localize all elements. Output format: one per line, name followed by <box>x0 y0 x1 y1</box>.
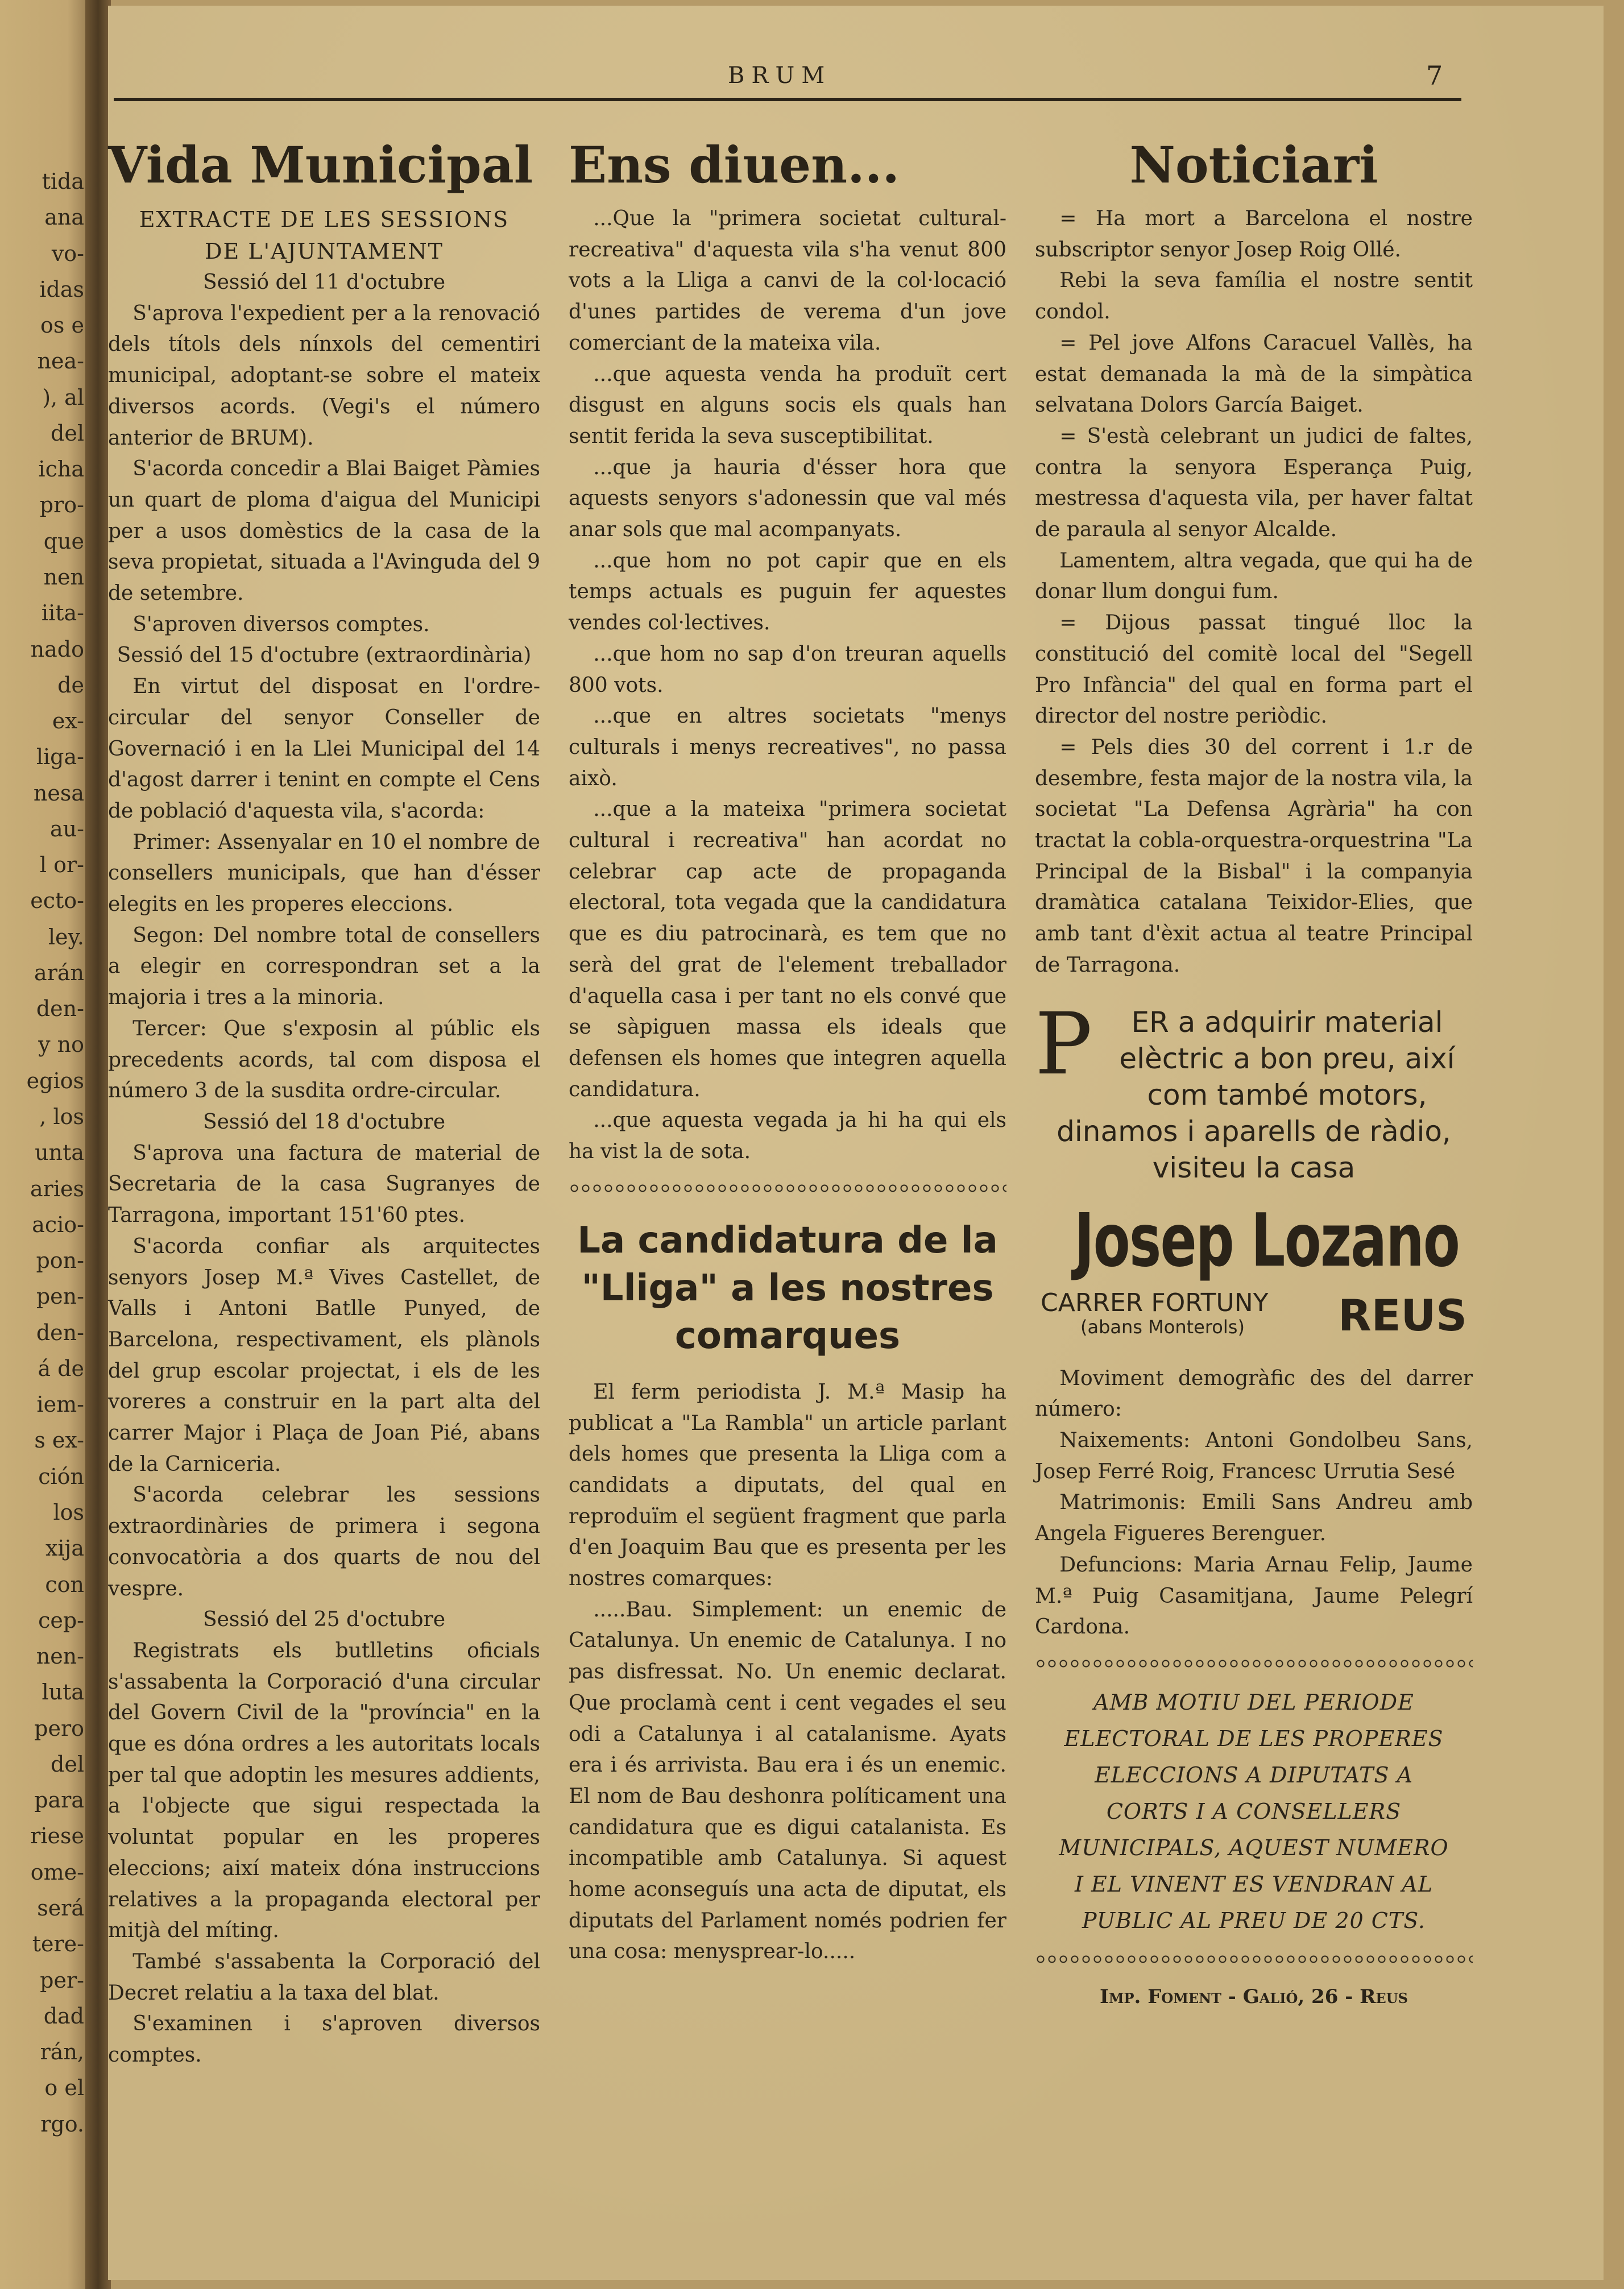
news-item: = Pels dies 30 del corrent i 1.r de desembre, festa major de la nostra vila, la societat "La Defensa Agrària" ha con tractat la cobla-orquestra-orquestrina "La Principal de la Bisbal" i la companyia dramàtica catalana Teixidor-Elies, que amb tant d'èxit actua al teatre Principal de Tarragona. <box>1035 735 1473 977</box>
margin-fragment: ana <box>44 205 84 230</box>
margin-fragment: ley. <box>48 924 84 949</box>
column-ens-diuen <box>569 136 1006 1968</box>
ad-city: REUS <box>1338 1289 1467 1341</box>
margin-fragment: para <box>34 1788 84 1813</box>
margin-fragment: nesa <box>33 780 84 806</box>
news-item: = S'està celebrant un judici de faltes, contra la senyora Esperança Puig, mestressa d'aquesta vila, per haver faltat de paraula al senyor Alcalde. <box>1035 424 1473 542</box>
subhead-ajuntament: DE L'AJUNTAMENT <box>205 239 444 264</box>
ad-business-name: Josep Lozano <box>1074 1198 1460 1283</box>
margin-fragment: per- <box>40 1967 84 1993</box>
margin-fragment: ecto- <box>30 888 84 914</box>
paragraph: Segon: Del nombre total de consellers a elegir en correspondran set a la majoria i tres a la minoria. <box>108 923 540 1010</box>
paragraph: ...que aquesta venda ha produït cert disgust en alguns socis els quals han sentit ferida la seva susceptibilitat. <box>569 362 1006 448</box>
margin-fragment: ción <box>38 1463 84 1489</box>
margin-fragment: rán, <box>40 2039 84 2065</box>
paragraph: ...que aquesta vegada ja hi ha qui els ha vist la de sota. <box>569 1109 1006 1164</box>
margin-fragment: riese <box>30 1823 84 1849</box>
news-item: Rebi la seva família el nostre sentit condol. <box>1035 269 1473 324</box>
margin-fragment: den- <box>36 996 84 1022</box>
margin-fragment: den- <box>36 1320 84 1345</box>
margin-fragment: idas <box>39 276 84 302</box>
ornamental-divider <box>569 1183 1006 1194</box>
headline-vida-municipal: Vida Municipal <box>108 135 533 194</box>
margin-fragment: , los <box>39 1104 84 1130</box>
margin-fragment: pen- <box>36 1284 84 1309</box>
ad-text: ER a adquirir material elèctric a bon preu, així com també motors, dinamos i aparells de ràdio, visiteu la casa <box>1057 1005 1455 1184</box>
subhead-extracte: EXTRACTE DE LES SESSIONS <box>139 207 509 232</box>
headline-candidatura: La candidatura de la "Lliga" a les nostres comarques <box>577 1219 998 1357</box>
margin-fragment: los <box>53 1499 84 1525</box>
margin-fragment: luta <box>42 1680 84 1705</box>
margin-fragment: ), al <box>42 384 84 410</box>
advertisement-lozano <box>1035 994 1473 1341</box>
margin-fragment: cep- <box>38 1607 84 1633</box>
demographic-births: Naixements: Antoni Gondolbeu Sans, Josep Ferré Roig, Francesc Urrutia Sesé <box>1035 1428 1473 1483</box>
demographic-marriages: Matrimonis: Emili Sans Andreu amb Angela Figueres Berenguer. <box>1035 1491 1473 1546</box>
margin-fragment: de <box>57 672 84 698</box>
margin-fragment: icha <box>38 457 84 482</box>
ad-street: CARRER FORTUNY <box>1041 1288 1269 1317</box>
ad-formerly: (abans Monterols) <box>1080 1316 1245 1338</box>
previous-page-edge <box>0 0 97 2289</box>
margin-fragment: unta <box>35 1140 84 1166</box>
headline-ens-diuen: Ens diuen... <box>569 135 900 194</box>
margin-fragment: nea- <box>37 349 84 374</box>
margin-fragment: nado <box>30 636 84 662</box>
headline-noticiari: Noticiari <box>1129 135 1378 194</box>
column-vida-municipal <box>108 136 540 2071</box>
session-heading: Sessió del 15 d'octubre (extraordinària) <box>117 644 532 667</box>
margin-fragment: nen- <box>36 1644 84 1669</box>
margin-fragment: tere- <box>32 1931 84 1957</box>
margin-fragment: os e <box>40 313 84 338</box>
election-notice: AMB MOTIU DEL PERIODE ELECTORAL DE LES PROPERES ELECCIONS A DIPUTATS A CORTS I A CONSELLERS MUNICIPALS, AQUEST NUMERO I EL VINENT ES VENDRAN AL PUBLIC AL PREU DE 20 CTS. <box>1059 1689 1449 1933</box>
margin-fragment: ome- <box>30 1859 84 1885</box>
paragraph: ...que hom no pot capir que en els temps actuals es puguin fer aquestes vendes col·lectives. <box>569 549 1006 635</box>
margin-fragment: iita- <box>41 600 84 626</box>
margin-fragment: pero <box>34 1715 84 1741</box>
margin-fragment: y no <box>38 1032 84 1058</box>
margin-fragment: dad <box>43 2003 84 2029</box>
ornamental-divider <box>1035 1658 1473 1669</box>
paragraph: ...Que la "primera societat cultural-recreativa" d'aquesta vila s'ha venut 800 vots a la Lliga a canvi de la col·locació d'unes partides de verema d'un jove comerciant de la mateixa vila. <box>569 207 1006 355</box>
news-item: = Dijous passat tingué lloc la constitució del comitè local del "Segell Pro Infància" del qual en forma part el director del nostre periòdic. <box>1035 611 1473 728</box>
paragraph: S'examinen i s'aproven diversos comptes. <box>108 2012 540 2067</box>
margin-fragment: del <box>51 420 84 446</box>
ad-copy <box>1035 994 1473 1186</box>
margin-fragment: acio- <box>32 1212 84 1237</box>
paragraph: També s'assabenta la Corporació del Decret relatiu a la taxa del blat. <box>108 1950 540 2005</box>
paragraph: Tercer: Que s'exposin al públic els precedents acords, tal com disposa el número 3 de la susdita ordre-circular. <box>108 1017 540 1103</box>
paragraph: S'acorda confiar als arquitectes senyors Josep M.ª Vives Castellet, de Valls i Antoni Batlle Punyed, de Barcelona, respectivament, els plànols del grup escolar projectat, i els de les voreres a construir en la part alta del carrer Major i Plaça de Joan Pié, abans de la Carniceria. <box>108 1234 540 1476</box>
margin-fragment: será <box>37 1895 84 1921</box>
printer-imprint: Imp. Foment - Galió, 26 - Reus <box>1100 1985 1408 2008</box>
margin-fragment: á de <box>38 1355 84 1381</box>
paragraph: ...que en altres societats "menys culturals i menys recreatives", no passa això. <box>569 704 1006 790</box>
header-rule <box>114 98 1461 101</box>
margin-fragment: con <box>45 1571 84 1597</box>
margin-fragment: l or- <box>39 852 84 878</box>
paragraph: S'aprova una factura de material de Secretaria de la casa Sugranyes de Tarragona, important 151'60 ptes. <box>108 1141 540 1228</box>
newspaper-page <box>108 6 1604 2280</box>
margin-fragment: o el <box>44 2075 84 2101</box>
margin-fragment: s ex- <box>34 1428 84 1453</box>
demographic-intro: Moviment demogràfic des del darrer número: <box>1035 1366 1473 1421</box>
news-item: Lamentem, altra vegada, que qui ha de donar llum dongui fum. <box>1035 549 1473 604</box>
margin-fragment: iem- <box>36 1392 84 1417</box>
margin-fragment: au- <box>50 816 84 841</box>
paragraph: S'acorda celebrar les sessions extraordinàries de primera i segona convocatòria a dos quarts de nou del vespre. <box>108 1483 540 1600</box>
paragraph: S'acorda concedir a Blai Baiget Pàmies un quart de ploma d'aigua del Municipi per a usos domèstics de la casa de la seva propietat, situada a l'Avinguda del 9 de setembre. <box>108 457 540 606</box>
paragraph: Primer: Assenyalar en 10 el nombre de consellers municipals, que han d'ésser elegits en les properes eleccions. <box>108 830 540 917</box>
margin-fragment: pon- <box>36 1248 84 1274</box>
demographic-deaths: Defuncions: Maria Arnau Felip, Jaume M.ª Puig Casamitjana, Jaume Pelegrí Cardona. <box>1035 1553 1473 1639</box>
page-number: 7 <box>1426 60 1443 91</box>
margin-fragment: aries <box>30 1176 84 1201</box>
margin-fragment: que <box>43 528 84 554</box>
margin-fragment: liga- <box>36 744 84 770</box>
margin-fragment: xija <box>45 1536 84 1561</box>
paragraph: ...que ja hauria d'ésser hora que aquests senyors s'adonessin que val més anar sols que mal acompanyats. <box>569 455 1006 542</box>
ad-drop-cap: P <box>1035 994 1092 1094</box>
masthead-title: BRUM <box>728 63 832 89</box>
paragraph: .....Bau. Simplement: un enemic de Catalunya. Un enemic de Catalunya. I no pas disfressat. No. Un enemic declarat. Que proclamà cent i cent vegades el seu odi a Catalunya i al catalanisme. Ayats era i és arrivista. Bau era i és un enemic. El nom de Bau deshonra políticament una candidatura que es digui catalanista. Es incompatible amb Catalunya. Si aquest home aconseguís una acta de diputat, els diputats del Parlament només podrien fer una cosa: menysprear-lo..... <box>569 1598 1006 1964</box>
session-heading: Sessió del 25 d'octubre <box>202 1608 446 1632</box>
news-item: = Pel jove Alfons Caracuel Vallès, ha estat demanada la mà de la simpàtica selvatana Dolors García Baiget. <box>1035 331 1473 417</box>
margin-fragment: del <box>51 1751 84 1777</box>
paragraph: S'aproven diversos comptes. <box>132 612 430 636</box>
margin-fragment: egios <box>26 1068 84 1093</box>
margin-fragment: pro- <box>39 492 84 518</box>
paragraph: S'aprova l'expedient per a la renovació dels títols dels nínxols del cementiri municipal, adoptant-se sobre el mateix diversos acords. (Vegi's el número anterior de BRUM). <box>108 301 540 450</box>
margin-fragment: arán <box>34 960 84 985</box>
paragraph: ...que hom no sap d'on treuran aquells 800 vots. <box>569 642 1006 697</box>
ornamental-divider <box>1035 1954 1473 1965</box>
margin-fragment: vo- <box>51 240 84 266</box>
paragraph: El ferm periodista J. M.ª Masip ha publicat a "La Rambla" un article parlant dels homes que presenta la Lliga com a candidats a diputats, del qual en reproduïm el següent fragment que parla d'en Joaquim Bau que es presenta per les nostres comarques: <box>569 1380 1006 1591</box>
news-item: = Ha mort a Barcelona el nostre subscriptor senyor Josep Roig Ollé. <box>1035 207 1473 262</box>
ad-address <box>1035 1289 1473 1341</box>
paragraph: ...que a la mateixa "primera societat cultural i recreativa" han acordat no celebrar cap acte de propaganda electoral, tota vegada que la candidatura que es diu patrocinarà, es tem que no serà del grat de l'element treballador d'aquella casa i per tant no els convé que se sàpiguen massa els ideals que defensen els homes que integren aquella candidatura. <box>569 798 1006 1101</box>
paragraph: En virtut del disposat en l'ordre-circular del senyor Conseller de Governació i en la Llei Municipal del 14 d'agost darrer i tenint en compte el Cens de població d'aquesta vila, s'acorda: <box>108 675 540 823</box>
paragraph: Registrats els butlletins oficials s'assabenta la Corporació d'una circular del Govern Civil de la "província" en la que es dóna ordres a les autoritats locals per tal que adoptin les mesures addients, a l'objecte que sigui respectada la voluntat popular en les properes eleccions; així mateix dóna instruccions relatives a la propaganda electoral per mitjà del míting. <box>108 1639 540 1943</box>
column-noticiari <box>1035 136 1473 2014</box>
margin-fragment: rgo. <box>40 2111 84 2137</box>
session-heading: Sessió del 18 d'octubre <box>202 1110 446 1134</box>
session-heading: Sessió del 11 d'octubre <box>202 271 446 294</box>
page-gutter <box>85 0 111 2289</box>
margin-fragment: nen <box>43 564 84 590</box>
margin-fragment: tida <box>42 169 84 194</box>
margin-fragment: ex- <box>52 708 84 734</box>
